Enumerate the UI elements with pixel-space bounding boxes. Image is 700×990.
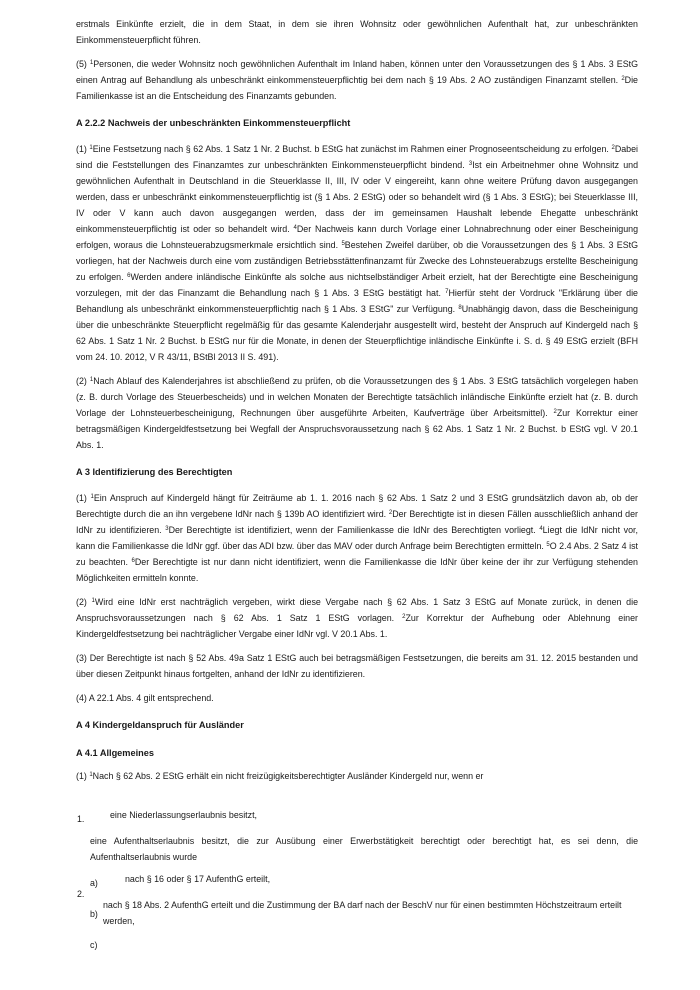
section-heading-a-2-2-2: A 2.2.2 Nachweis der unbeschränkten Einkommensteuerpflicht [76,118,351,128]
list-number-2: 2. [77,889,85,899]
sublist-label-a: a) [90,878,98,888]
sublist-label-c: c) [90,940,98,950]
a41-paragraph-1: (1) $^1$Nach § 62 Abs. 2 EStG erhält ein nicht freizügigkeitsberechtigter Ausländer Kindergeld nur, wenn er [76,771,484,781]
paragraph-continuation: erstmals Einkünfte erzielt, die in dem Staat, in dem sie ihren Wohnsitz oder gewöhnlichen Aufenthalt hat, zur unbeschränkten Einkommensteuerpflicht führen. [76,19,638,45]
list-item-1-text: eine Niederlassungserlaubnis besitzt, [110,810,258,820]
a3-paragraph-3: (3) Der Berechtigte ist nach § 52 Abs. 49a Satz 1 EStG auch bei betragsmäßigen Festsetzungen, die bereits am 31. 12. 2015 bestanden und über diesen Zeitpunkt hinaus fortgelten, anhand der IdNr zu identifizieren. [76,653,638,679]
section-heading-a-4-1: A 4.1 Allgemeines [76,748,154,758]
sublist-a-text: nach § 16 oder § 17 AufenthG erteilt, [125,874,271,884]
a222-paragraph-1: (1) $^1$Eine Festsetzung nach § 62 Abs. 1 Satz 1 Nr. 2 Buchst. b EStG hat zunächst im Rahmen einer Prognoseentscheidung zu erfolgen. $^2$Dabei sind die Feststellungen des Finanzamtes zur unbeschränkten Einkommensteuerpflicht bindend. $^3$Ist ein Arbeitnehmer ohne Wohnsitz und gewöhnlichen Aufenthalt in Deutschland in die Steuerklasse II, III, IV oder V eingereiht, kann ohne weitere Prüfung davon ausgegangen werden, dass er unbeschränkt einkommensteuerpflichtig ist (§ 1 Abs. 2 EStG) oder so behandelt wird (§ 1 Abs. 3 EStG); bei Steuerklasse III, IV oder V kann auch davon ausgegangen werden, dass der im gemeinsamen Haushalt lebende Ehegatte unbeschränkt einkommensteuerpflichtig ist oder so behandelt wird. $^4$Der Nachweis kann durch Vorlage einer Lohnabrechnung oder einer Bescheinigung erfolgen, woraus die Lohnsteuerabzugsmerkmale ersichtlich sind. $^5$Bestehen Zweifel darüber, ob die Voraussetzungen des § 1 Abs. 3 EStG vorliegen, hat der Nachweis durch eine vom zuständigen Betriebsstättenfinanzamt für Zwecke des Lohnsteuerabzugs erstellte Bescheinigung zu erfolgen. $^6$Werden andere inländische Einkünfte als solche aus nichtselbständiger Arbeit erzielt, hat der Berechtigte eine Bescheinigung vorzulegen, mit der das Finanzamt die Behandlung nach § 1 Abs. 3 EStG bestätigt hat. $^7$Hierfür steht der Vordruck "Erklärung über die Behandlung als unbeschränkt einkommensteuerpflichtig nach § 1 Abs. 3 EStG" zur Verfügung. $^8$Unabhängig davon, dass die Bescheinigung über die unbeschränkte Steuerpflicht regelmäßig für das gesamte Kalenderjahr ausgestellt wird, besteht der Anspruch auf Kindergeld nach § 62 Abs. 1 Satz 1 Nr. 2 Buchst. b EStG nur für die Monate, in denen der Steuerpflichtige inländische Einkünfte i. S. d. § 49 EStG erzielt (BFH vom 24. 10. 2012, V R 43/11, BStBl 2013 II S. 491). [76,144,639,362]
list-item-2-text: eine Aufenthaltserlaubnis besitzt, die zur Ausübung einer Erwerbstätigkeit berechtigt oder berechtigt hat, es sei denn, die Aufenthaltserlaubnis wurde [90,836,638,862]
paragraph-5: (5) $^1$Personen, die weder Wohnsitz noch gewöhnlichen Aufenthalt im Inland haben, können unter den Voraussetzungen des § 1 Abs. 3 EStG einen Antrag auf Behandlung als unbeschränkt einkommensteuerpflichtig bei dem nach § 19 Abs. 2 AO zuständigen Finanzamt stellen. $^2$Die Familienkasse ist an die Entscheidung des Finanzamts gebunden. [76,59,639,101]
a3-paragraph-2: (2) $^1$Wird eine IdNr erst nachträglich vergeben, wirkt diese Vergabe nach § 62 Abs. 1 Satz 3 EStG auf Monate zurück, in denen die Anspruchsvoraussetzungen nach § 62 Abs. 1 Satz 1 EStG vorlagen. $^2$Zur Korrektur der Aufhebung oder Ablehnung einer Kindergeldfestsetzung bei nachträglicher Vergabe einer IdNr vgl. V 20.1 Abs. 1. [76,597,639,639]
section-heading-a-4: A 4 Kindergeldanspruch für Ausländer [76,720,244,730]
a3-paragraph-4: (4) A 22.1 Abs. 4 gilt entsprechend. [76,693,214,703]
section-heading-a-3: A 3 Identifizierung des Berechtigten [76,467,233,477]
sublist-b-text: nach § 18 Abs. 2 AufenthG erteilt und die Zustimmung der BA darf nach der BeschV nur für einen bestimmten Höchstzeitraum erteilt werden, [103,900,622,926]
sublist-label-b: b) [90,909,98,919]
a3-paragraph-1: (1) $^1$Ein Anspruch auf Kindergeld hängt für Zeiträume ab 1. 1. 2016 nach § 62 Abs. 1 Satz 2 und 3 EStG grundsätzlich davon ab, ob der Berechtigte durch die an ihn vergebene IdNr nach § 139b AO identifiziert wird. $^2$Der Berechtigte ist in diesen Fällen ausschließlich anhand der IdNr zu identifizieren. $^3$Der Berechtigte ist identifiziert, wenn der Familienkasse die IdNr des Berechtigten vorliegt. $^4$Liegt die IdNr nicht vor, kann die Familienkasse die IdNr ggf. über das ADI bzw. über das MAV oder durch Anfrage beim Berechtigten ermitteln. $^5$O 2.4 Abs. 2 Satz 4 ist zu beachten. $^6$Der Berechtigte ist nur dann nicht identifiziert, wenn die Familienkasse die IdNr über keine der ihr zur Verfügung stehenden Möglichkeiten ermitteln konnte. [76,493,639,583]
a222-paragraph-2: (2) $^1$Nach Ablauf des Kalenderjahres ist abschließend zu prüfen, ob die Voraussetzungen des § 1 Abs. 3 EStG tatsächlich vorgelegen haben (z. B. durch Vorlage des Steuerbescheids) und in welchen Monaten der Berechtigte tatsächlich inländische Einkünfte erzielt hat (z. B. durch Vorlage der Lohnsteuerbescheinigung, Rechnungen über ausgeführte Arbeiten, Kaufverträge über Arbeitsmittel). $^2$Zur Korrektur einer betragsmäßigen Kindergeldfestsetzung bei Wegfall der Anspruchsvoraussetzung nach § 62 Abs. 1 Satz 1 Nr. 2 Buchst. b EStG vgl. V 20.1 Abs. 1. [76,376,639,450]
list-number-1: 1. [77,814,85,824]
